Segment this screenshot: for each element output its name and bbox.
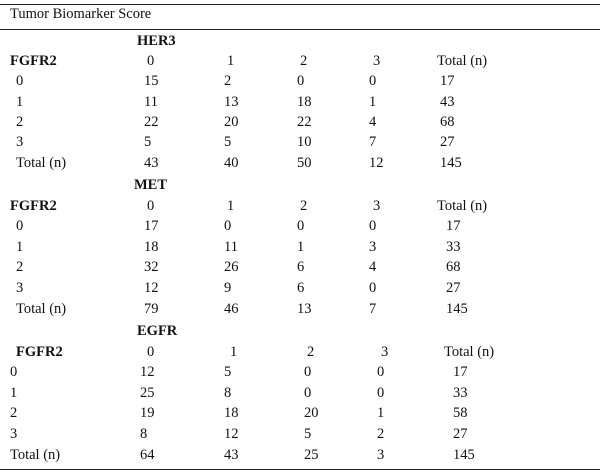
table-title: Tumor Biomarker Score [10,6,152,22]
table-cell: 1 [16,239,24,255]
column-header: 1 [227,53,235,69]
table-cell: 145 [453,447,475,463]
table-cell: 7 [369,301,377,317]
column-header: Total (n) [437,53,488,69]
table-cell: 0 [369,73,377,89]
table-cell: 19 [140,405,155,421]
row-header-label: FGFR2 [16,344,63,360]
column-header: 1 [227,198,235,214]
table-cell: 5 [224,364,232,380]
table-cell: 0 [297,218,305,234]
table-cell: 33 [446,239,461,255]
column-header: 3 [381,344,389,360]
table-cell: 79 [144,301,159,317]
table-cell: 3 [369,239,377,255]
table-cell: 68 [446,259,461,275]
table-cell: 32 [144,259,159,275]
table-cell: 46 [224,301,239,317]
table-cell: 18 [297,94,312,110]
table-cell: Total (n) [16,301,67,317]
table-cell: 0 [16,218,24,234]
table-cell: 13 [224,94,239,110]
table-cell: 12 [140,364,155,380]
table-cell: 17 [453,364,468,380]
table-cell: 10 [297,134,312,150]
table-cell: 26 [224,259,239,275]
table-cell: 3 [377,447,385,463]
table-cell: 4 [369,114,377,130]
table-cell: 0 [369,280,377,296]
table-cell: 145 [446,301,468,317]
table-cell: 43 [224,447,239,463]
table-cell: 12 [144,280,159,296]
table-cell: 1 [16,94,24,110]
bottom-rule [0,469,600,470]
table-cell: 5 [304,426,312,442]
table-cell: 22 [297,114,312,130]
table-cell: 6 [297,280,305,296]
table-cell: 58 [453,405,468,421]
table-cell: 8 [224,385,232,401]
table-cell: 27 [453,426,468,442]
column-header: 2 [307,344,315,360]
table-cell: 7 [369,134,377,150]
table-cell: 145 [440,155,462,171]
table-cell: 18 [144,239,159,255]
table-cell: 13 [297,301,312,317]
table-cell: 33 [453,385,468,401]
table-cell: 6 [297,259,305,275]
table-cell: 43 [144,155,159,171]
table-cell: 4 [369,259,377,275]
table-cell: 27 [446,280,461,296]
table-cell: 68 [440,114,455,130]
table-cell: Total (n) [16,155,67,171]
table-cell: 17 [446,218,461,234]
table-cell: 17 [144,218,159,234]
marker-label: EGFR [137,323,178,339]
table-cell: 12 [369,155,384,171]
table-cell: 9 [224,280,232,296]
table-cell: 11 [144,94,158,110]
table-cell: 5 [144,134,152,150]
column-header: 1 [230,344,238,360]
table-cell: 0 [16,73,24,89]
table-cell: 3 [10,426,18,442]
column-header: 2 [300,198,308,214]
row-header-label: FGFR2 [10,53,57,69]
table-cell: 1 [297,239,305,255]
table-cell: 2 [10,405,18,421]
title-rule [0,29,600,30]
table-cell: 25 [304,447,319,463]
table-cell: 0 [377,364,385,380]
table-cell: 20 [304,405,319,421]
table-cell: 5 [224,134,232,150]
table-cell: 20 [224,114,239,130]
table-cell: 43 [440,94,455,110]
table-cell: 17 [440,73,455,89]
table-cell: 3 [16,134,24,150]
table-cell: 12 [224,426,239,442]
table-cell: 64 [140,447,155,463]
marker-label: HER3 [137,33,176,49]
table-cell: 1 [10,385,18,401]
table-cell: 27 [440,134,455,150]
table-cell: 0 [10,364,18,380]
table-cell: 3 [16,280,24,296]
table-cell: 0 [304,385,312,401]
table-cell: 40 [224,155,239,171]
table-cell: 15 [144,73,159,89]
column-header: 2 [300,53,308,69]
table-cell: 0 [369,218,377,234]
column-header: 3 [373,198,381,214]
table-cell: 22 [144,114,159,130]
marker-label: MET [134,177,168,193]
row-header-label: FGFR2 [10,198,57,214]
column-header: Total (n) [437,198,488,214]
table-cell: 2 [224,73,232,89]
column-header: Total (n) [444,344,495,360]
table-cell: 2 [16,114,24,130]
column-header: 0 [147,53,155,69]
table-cell: Total (n) [10,447,61,463]
column-header: 0 [147,344,155,360]
table-cell: 1 [377,405,385,421]
table-cell: 0 [297,73,305,89]
column-header: 0 [147,198,155,214]
table-cell: 8 [140,426,148,442]
table-cell: 18 [224,405,239,421]
table-cell: 2 [377,426,385,442]
table-cell: 0 [304,364,312,380]
table-cell: 50 [297,155,312,171]
table-cell: 11 [224,239,238,255]
table-cell: 0 [224,218,232,234]
column-header: 3 [373,53,381,69]
table-cell: 2 [16,259,24,275]
table-cell: 25 [140,385,155,401]
table-cell: 0 [377,385,385,401]
table-cell: 1 [369,94,377,110]
